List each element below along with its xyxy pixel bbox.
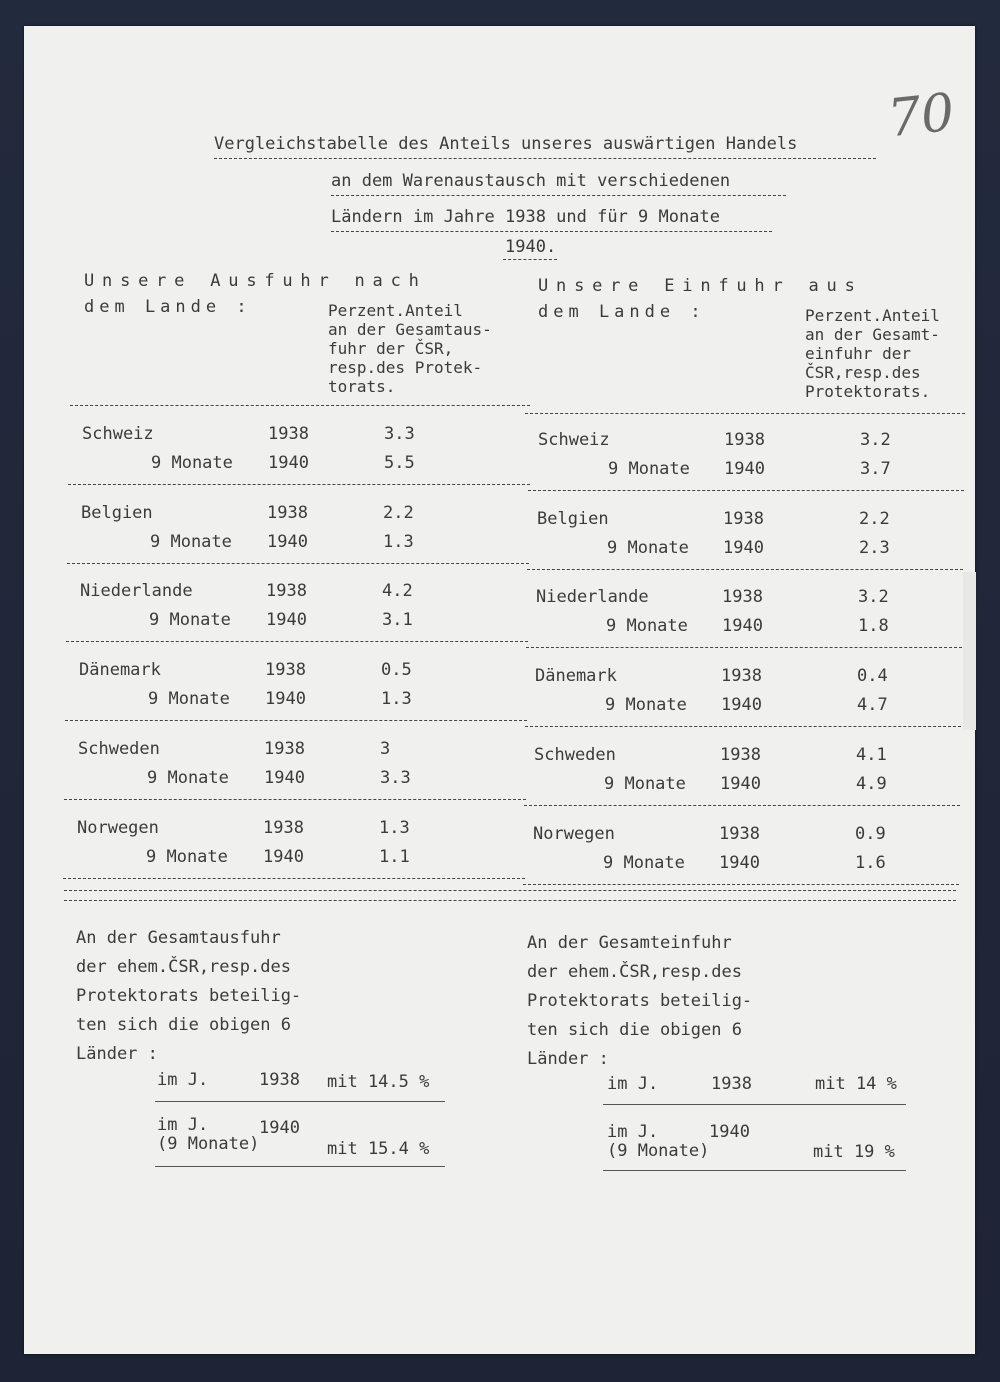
import-summary-1940-year: 1940 [709,1122,750,1142]
export-country-column-header: dem Lande : [84,297,252,317]
import-row-year-1938: 1938 [723,508,764,529]
export-row-country: Schweden [78,738,160,759]
import-row-country: Norwegen [533,823,615,844]
export-row-year-1938: 1938 [266,581,307,602]
export-row-value-1940: 3.1 [382,610,413,631]
import-header-rule [525,413,965,414]
export-summary-1938-label: im J. [157,1070,209,1090]
export-row-separator [67,563,529,564]
title-line-4: 1940. [505,237,557,257]
export-row-year-1940: 1940 [264,767,305,788]
export-summary-1940-period: (9 Monate) [157,1134,260,1154]
import-row-country: Schweden [534,744,616,765]
export-row-year-1940: 1940 [263,846,304,867]
import-row-value-1940: 4.9 [856,773,887,794]
import-row-value-1938: 0.4 [857,666,888,687]
export-row-year-1940: 1940 [268,453,309,473]
export-row-year-1938: 1938 [265,660,306,681]
export-row-year-1938: 1938 [268,424,309,444]
export-heading: Unsere Ausfuhr nach [84,271,427,291]
export-row-year-1940: 1940 [266,610,307,631]
export-row-country: Schweiz [82,424,154,444]
import-row-year-1938: 1938 [719,823,760,844]
import-row-year-1940: 1940 [720,773,761,794]
handwritten-page-number: 70 [885,82,958,150]
export-row-value-1938: 3 [380,738,391,759]
import-row-year-1938: 1938 [722,587,763,608]
export-row-period-9-monate: 9 Monate [147,767,229,788]
import-row-country: Belgien [537,508,609,529]
title-underline-4 [503,259,557,260]
export-row-country: Norwegen [77,817,159,838]
export-row-year-1938: 1938 [264,738,305,759]
export-row-country: Niederlande [80,581,193,602]
import-summary-rule-1 [603,1104,906,1105]
import-row-country: Dänemark [535,666,617,687]
export-row-year-1940: 1940 [267,531,308,552]
title-line-2: an dem Warenaustausch mit verschiedenen [331,171,731,191]
import-row-period-9-monate: 9 Monate [608,459,690,479]
export-row-country: Dänemark [79,660,161,681]
export-summary-1940-label: im J. [157,1115,209,1135]
import-row-period-9-monate: 9 Monate [607,537,689,558]
import-row-separator [528,490,964,491]
import-row-separator [523,884,959,885]
import-row-value-1940: 2.3 [859,537,890,558]
import-row-year-1940: 1940 [719,852,760,873]
export-row-value-1940: 1.3 [383,531,414,552]
import-row-country: Niederlande [536,587,649,608]
import-summary-1940-value: mit 19 % [813,1142,895,1162]
import-row-value-1938: 2.2 [859,508,890,529]
import-row-value-1938: 0.9 [855,823,886,844]
import-row-year-1940: 1940 [722,616,763,637]
import-share-column-header: Perzent.Anteil an der Gesamt- einfuhr der ČSR,resp.des Protektorats. [805,306,940,401]
export-summary-1940-value: mit 15.4 % [327,1139,430,1159]
import-row-value-1940: 3.7 [860,459,891,479]
title-underline-2 [331,195,786,196]
export-row-year-1940: 1940 [265,689,306,710]
import-row-year-1940: 1940 [723,537,764,558]
import-row-year-1940: 1940 [724,459,765,479]
import-row-value-1940: 4.7 [857,695,888,716]
import-row-period-9-monate: 9 Monate [604,773,686,794]
import-summary-1940-label: im J. [607,1122,659,1142]
import-row-separator [525,726,961,727]
export-row-separator [64,799,526,800]
import-summary-rule-2 [603,1170,906,1171]
title-underline-1 [214,158,876,159]
export-row-period-9-monate: 9 Monate [150,531,232,552]
import-country-column-header: dem Lande : [538,302,706,322]
export-row-separator [68,484,530,485]
import-summary-1938-year: 1938 [711,1074,752,1094]
export-row-separator [63,878,525,879]
export-summary-1938-value: mit 14.5 % [327,1072,430,1092]
export-row-period-9-monate: 9 Monate [146,846,228,867]
import-row-value-1940: 1.6 [855,852,886,873]
export-row-value-1938: 2.2 [383,502,414,523]
export-summary-rule-2 [155,1166,445,1167]
import-row-separator [524,805,960,806]
export-row-value-1940: 3.3 [380,767,411,788]
table-end-rule-2 [64,900,956,901]
import-row-year-1938: 1938 [721,666,762,687]
export-row-year-1938: 1938 [263,817,304,838]
export-row-separator [66,641,528,642]
import-row-country: Schweiz [538,430,610,450]
export-row-value-1940: 1.1 [379,846,410,867]
export-summary-rule-1 [155,1101,445,1102]
import-row-value-1940: 1.8 [858,616,889,637]
table-end-rule-1 [64,890,956,891]
title-line-3: Ländern im Jahre 1938 und für 9 Monate [331,207,720,227]
export-row-value-1940: 5.5 [384,453,415,473]
import-row-period-9-monate: 9 Monate [606,616,688,637]
export-row-period-9-monate: 9 Monate [151,453,233,473]
export-row-period-9-monate: 9 Monate [149,610,231,631]
title-underline-3 [331,231,772,232]
import-row-year-1938: 1938 [724,430,765,450]
import-row-value-1938: 3.2 [858,587,889,608]
paper-edge [963,572,976,730]
export-summary-text: An der Gesamtausfuhr der ehem.ČSR,resp.des Protektorats beteilig- ten sich die obigen 6 Länder : [76,928,302,1064]
import-row-year-1940: 1940 [721,695,762,716]
import-row-year-1938: 1938 [720,744,761,765]
export-row-value-1940: 1.3 [381,689,412,710]
import-heading: Unsere Einfuhr aus [538,276,863,296]
export-summary-1940-year: 1940 [259,1118,300,1138]
export-row-separator [65,720,527,721]
import-row-period-9-monate: 9 Monate [605,695,687,716]
export-row-value-1938: 1.3 [379,817,410,838]
import-row-period-9-monate: 9 Monate [603,852,685,873]
export-row-year-1938: 1938 [267,502,308,523]
export-row-value-1938: 0.5 [381,660,412,681]
import-summary-1938-label: im J. [607,1074,659,1094]
export-row-period-9-monate: 9 Monate [148,689,230,710]
export-share-column-header: Perzent.Anteil an der Gesamtaus- fuhr der ČSR, resp.des Protek- torats. [328,301,492,396]
export-row-value-1938: 3.3 [384,424,415,444]
export-summary-1938-year: 1938 [259,1070,300,1090]
import-row-separator [526,647,962,648]
import-summary-1940-period: (9 Monate) [607,1141,710,1161]
export-row-country: Belgien [81,502,153,523]
title-line-1: Vergleichstabelle des Anteils unseres auswärtigen Handels [214,134,798,154]
export-header-rule [70,405,530,406]
import-summary-1938-value: mit 14 % [815,1074,897,1094]
import-row-separator [527,569,963,570]
import-row-value-1938: 3.2 [860,430,891,450]
export-row-value-1938: 4.2 [382,581,413,602]
import-summary-text: An der Gesamteinfuhr der ehem.ČSR,resp.des Protektorats beteilig- ten sich die obigen 6 Länder : [527,933,753,1069]
import-row-value-1938: 4.1 [856,744,887,765]
